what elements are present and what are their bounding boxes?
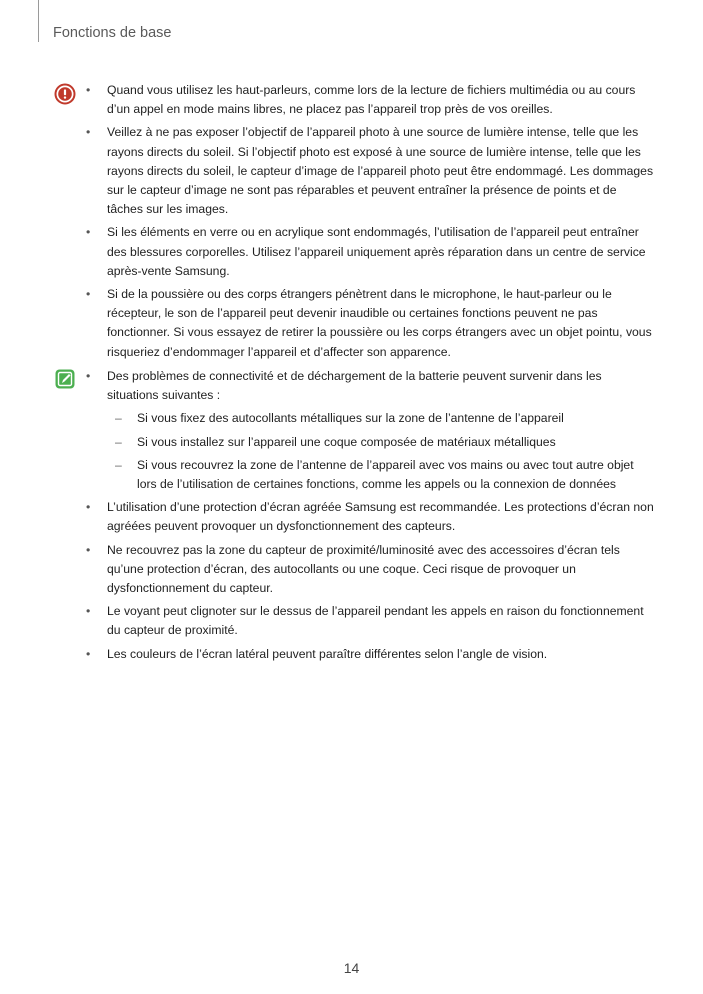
page-header-title: Fonctions de base <box>53 25 172 41</box>
warning-icon <box>54 83 76 105</box>
note-list <box>86 367 654 668</box>
note-icon <box>54 368 76 390</box>
list-item: • Ne recouvrez pas la zone du capteur de proximité/luminosité avec des accessoires d’écran tels qu’une protection d’écran, des autocollants ou une coque. Ceci risque de provoquer un dysfonctionnement du capteur. <box>86 542 620 596</box>
list-item: • Quand vous utilisez les haut-parleurs, comme lors de la lecture de fichiers multimédia ou au cours d’un appel en mode mains libres, ne placez pas l’appareil trop près de vos oreilles. <box>86 83 636 117</box>
list-item-text: Des problèmes de connectivité et de déchargement de la batterie peuvent survenir dans les situations suivantes : <box>107 369 602 403</box>
warning-list <box>86 81 654 366</box>
list-item: • L’utilisation d’une protection d’écran agréée Samsung est recommandée. Les protections d’écran non agréées peuvent provoquer un dysfonctionnement des capteurs. <box>86 500 654 534</box>
list-item-text: Si de la poussière ou des corps étrangers pénètrent dans le microphone, le haut-parleur ou le récepteur, le son de l’appareil peut devenir inaudible ou certaines fonctions peuvent ne pas fonctionner. Si vous essayez de retirer la poussière ou les corps étrangers avec un objet pointu, vous risqueriez d’endommager l’appareil et d’affecter son apparence. <box>107 287 652 359</box>
list-item-text: Veillez à ne pas exposer l’objectif de l’appareil photo à une source de lumière intense, telle que les rayons directs du soleil. Si l’objectif photo est exposé à une source de lumière intense, telle que les rayons directs du soleil, le capteur d’image de l’appareil photo peut être endommagé. Les dommages sur le capteur d’image ne sont pas réparables et peuvent entraîner la présence de points et de tâches sur les images. <box>107 125 654 217</box>
sub-list <box>107 409 654 494</box>
list-item: • Veillez à ne pas exposer l’objectif de l’appareil photo à une source de lumière intense, telle que les rayons directs du soleil. Si l’objectif photo est exposé à une source de lumière intense, telle que les rayons directs du soleil, le capteur d’image de l’appareil photo peut être endommagé. Les dommages sur le capteur d’image ne sont pas réparables et peuvent entraîner la présence de points et de tâches sur les images. <box>86 125 654 217</box>
sub-list-item-text: Si vous installez sur l’appareil une coque composée de matériaux métalliques <box>137 434 556 449</box>
list-item-text: Le voyant peut clignoter sur le dessus de l’appareil pendant les appels en raison du fonctionnement du capteur de proximité. <box>107 604 644 638</box>
sub-list-item: – Si vous recouvrez la zone de l’antenne de l’appareil avec vos mains ou avec tout autre objet lors de l’utilisation de certaines fonctions, comme les appels ou la connexion de données <box>115 457 634 492</box>
page-number: 14 <box>343 960 360 976</box>
sub-list-item: – Si vous installez sur l’appareil une coque composée de matériaux métalliques <box>115 434 556 449</box>
list-item-text: Quand vous utilisez les haut-parleurs, comme lors de la lecture de fichiers multimédia ou au cours d’un appel en mode mains libres, ne placez pas l’appareil trop près de vos oreilles. <box>107 83 636 117</box>
sub-list-item: – Si vous fixez des autocollants métalliques sur la zone de l’antenne de l’appareil <box>115 411 564 426</box>
header-rule <box>38 0 39 42</box>
list-item: • Les couleurs de l’écran latéral peuvent paraître différentes selon l’angle de vision. <box>86 646 548 661</box>
sub-list-item-text: Si vous recouvrez la zone de l’antenne de l’appareil avec vos mains ou avec tout autre objet lors de l’utilisation de certaines fonctions, comme les appels ou la connexion de données <box>137 457 634 492</box>
list-item: • Des problèmes de connectivité et de déchargement de la batterie peuvent survenir dans les situations suivantes : – Si vous fixez des autocollants métalliques sur la zone de l’antenne de l’appareil – Si vous installez sur l’appareil une coque composée de matériaux métalliques – Si vous recouvrez la zone de l’antenne de l’appareil avec vos mains ou avec tout autre objet lors de l’utilisation de certaines fonctions, comme les appels ou la connexion de données <box>86 367 654 494</box>
list-item: • Si les éléments en verre ou en acrylique sont endommagés, l’utilisation de l’appareil peut entraîner des blessures corporelles. Utilisez l’appareil uniquement après réparation dans un centre de service après-vente Samsung. <box>86 225 646 278</box>
list-item: • Si de la poussière ou des corps étrangers pénètrent dans le microphone, le haut-parleur ou le récepteur, le son de l’appareil peut devenir inaudible ou certaines fonctions peuvent ne pas fonctionner. Si vous essayez de retirer la poussière ou les corps étrangers avec un objet pointu, vous risqueriez d’endommager l’appareil et d’affecter son apparence. <box>86 287 652 359</box>
list-item-text: Ne recouvrez pas la zone du capteur de proximité/luminosité avec des accessoires d’écran tels qu’une protection d’écran, des autocollants ou une coque. Ceci risque de provoquer un dysfonctionnement du capteur. <box>107 542 620 596</box>
list-item-text: L’utilisation d’une protection d’écran agréée Samsung est recommandée. Les protections d’écran non agréées peuvent provoquer un dysfonctionnement des capteurs. <box>107 500 654 534</box>
list-item-text: Si les éléments en verre ou en acrylique sont endommagés, l’utilisation de l’appareil peut entraîner des blessures corporelles. Utilisez l’appareil uniquement après réparation dans un centre de service après-vente Samsung. <box>107 225 646 278</box>
sub-list-item-text: Si vous fixez des autocollants métalliques sur la zone de l’antenne de l’appareil <box>137 411 564 426</box>
list-item-text: Les couleurs de l’écran latéral peuvent paraître différentes selon l’angle de vision. <box>107 646 548 661</box>
list-item: • Le voyant peut clignoter sur le dessus de l’appareil pendant les appels en raison du fonctionnement du capteur de proximité. <box>86 604 644 638</box>
